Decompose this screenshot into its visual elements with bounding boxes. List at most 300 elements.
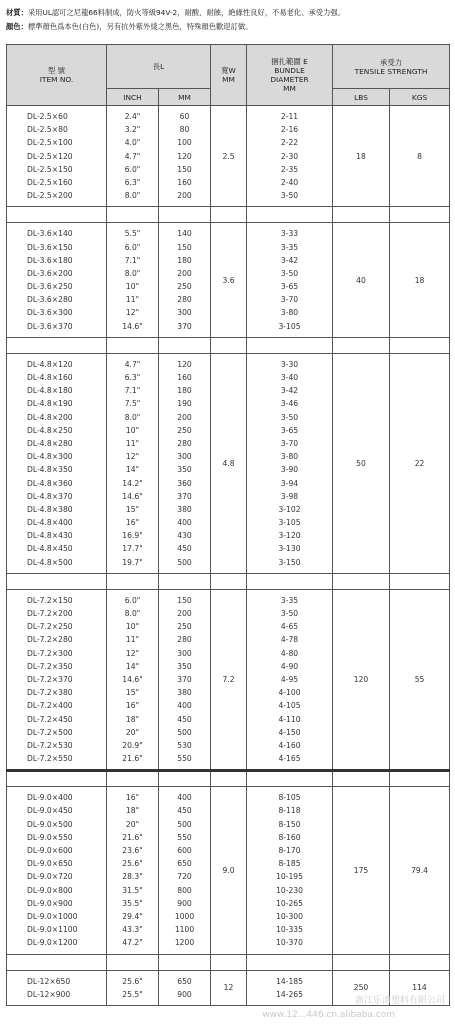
length-mm-value: 100 (177, 138, 192, 148)
length-inch-value: 6.3" (124, 373, 141, 382)
bundle-diameter-value: 2-30 (280, 151, 299, 161)
width-value: 12 (211, 970, 247, 1005)
item-no-value: DL-9.0×600 (27, 846, 73, 855)
header-bundle-en2: DIAMETER (270, 75, 309, 84)
length-mm-value: 600 (177, 846, 192, 855)
item-no-value: DL-2.5×150 (27, 164, 73, 174)
header-item-no (7, 45, 107, 106)
length-inch-value: 14.6" (122, 321, 143, 331)
length-inch-value: 10" (125, 622, 140, 632)
color-key: 顔色： (6, 22, 28, 31)
length-mm-value: 530 (177, 740, 192, 750)
bundle-diameter-value: 3-50 (280, 191, 299, 201)
item-no-value: DL-12×650 (27, 976, 71, 986)
length-inch-value: 7.5" (124, 399, 141, 409)
item-no-value: DL-4.8×350 (27, 465, 73, 475)
header-tensile-zh: 承受力 (379, 57, 403, 67)
length-mm-value: 370 (177, 321, 192, 331)
bundle-diameter-value: 3-80 (280, 452, 299, 462)
length-mm-value: 60 (179, 112, 190, 121)
item-no-value: DL-4.8×360 (27, 478, 73, 488)
length-mm-value: 120 (177, 359, 192, 369)
item-no-value: DL-4.8×300 (27, 452, 73, 462)
separator-cell (159, 337, 211, 353)
bundle-diameter-value: 10-335 (276, 925, 303, 935)
header-item-en: ITEM NO. (39, 75, 74, 84)
bundle-diameter-value: 3-46 (280, 399, 299, 409)
bundle-diameter-value: 3-102 (278, 504, 301, 514)
separator-cell (390, 573, 450, 589)
separator-cell (107, 573, 159, 589)
length-inch-value: 6.0" (124, 164, 141, 174)
tensile-kgs: 22 (390, 353, 450, 573)
item-no-cell (7, 223, 107, 338)
bundle-diameter-cell (247, 106, 333, 207)
length-inch-value: 20" (125, 819, 140, 829)
length-inch-value: 20.9" (122, 740, 143, 750)
length-inch-value: 11" (125, 295, 140, 305)
length-mm-value: 200 (177, 412, 192, 422)
tensile-lbs: 120 (333, 589, 390, 770)
item-no-value: DL-4.8×160 (27, 373, 73, 382)
length-inch-value: 47.2" (122, 938, 143, 948)
item-no-value: DL-3.6×150 (27, 242, 73, 252)
length-mm-value: 300 (177, 308, 192, 318)
length-mm-value: 500 (177, 557, 192, 567)
separator-cell (390, 337, 450, 353)
bundle-diameter-value: 8-105 (278, 793, 301, 803)
length-inch-cell (107, 970, 159, 1005)
bundle-diameter-value: 3-120 (278, 531, 301, 541)
bundle-diameter-value: 2-11 (280, 112, 299, 121)
item-no-value: DL-7.2×450 (27, 714, 73, 724)
separator-cell (247, 771, 333, 787)
length-mm-value: 200 (177, 609, 192, 618)
bundle-diameter-value: 10-370 (276, 938, 303, 948)
tensile-lbs: 40 (333, 223, 390, 338)
item-no-value: DL-9.0×800 (27, 885, 73, 895)
length-inch-value: 5.5" (124, 229, 141, 239)
item-no-value: DL-7.2×370 (27, 674, 73, 684)
length-mm-cell (159, 106, 211, 207)
length-inch-value: 8.0" (124, 412, 141, 422)
length-inch-value: 21.6" (122, 754, 143, 764)
length-mm-value: 370 (177, 674, 192, 684)
separator-cell (211, 337, 247, 353)
tensile-kgs: 114 (390, 970, 450, 1005)
length-mm-value: 1100 (174, 925, 195, 935)
tensile-kgs: 8 (390, 106, 450, 207)
header-width-unit: MM (222, 75, 235, 84)
bundle-diameter-value: 2-40 (280, 177, 299, 187)
length-inch-value: 7.1" (124, 255, 141, 265)
length-inch-value: 16" (125, 793, 140, 803)
watermark-company: 浙江乐清塑料有限公司 (354, 996, 445, 1006)
length-mm-cell (159, 787, 211, 954)
item-no-list (27, 590, 106, 769)
separator-row (7, 573, 450, 589)
length-inch-value: 4.7" (124, 359, 141, 369)
item-no-cell (7, 970, 107, 1005)
bundle-diameter-list (247, 971, 332, 1005)
item-no-value: DL-2.5×60 (27, 112, 68, 121)
length-inch-value: 25.5" (122, 989, 143, 999)
separator-cell (211, 207, 247, 223)
bundle-diameter-value: 8-160 (278, 832, 301, 842)
length-mm-cell (159, 353, 211, 573)
length-mm-value: 140 (177, 229, 192, 239)
bundle-diameter-value: 3-42 (280, 386, 299, 396)
bundle-diameter-cell (247, 223, 333, 338)
bundle-diameter-value: 3-50 (280, 609, 299, 618)
length-inch-value: 16" (125, 701, 140, 711)
bundle-diameter-value: 3-40 (280, 373, 299, 382)
spec-notes (0, 0, 455, 34)
length-mm-value: 250 (177, 425, 192, 435)
item-no-value: DL-4.8×380 (27, 504, 73, 514)
product-group (7, 353, 450, 573)
length-inch-list (107, 787, 158, 953)
item-no-value: DL-4.8×400 (27, 518, 73, 528)
length-mm-value: 900 (177, 989, 192, 999)
bundle-diameter-value: 2-16 (280, 125, 299, 135)
header-kgs: KGS (390, 89, 450, 106)
group-separator (7, 573, 450, 589)
length-mm-value: 1000 (174, 911, 195, 921)
bundle-diameter-value: 10-195 (276, 872, 303, 882)
bundle-diameter-value: 3-150 (278, 557, 301, 567)
length-mm-value: 350 (177, 465, 192, 475)
length-inch-value: 8.0" (124, 609, 141, 618)
bundle-diameter-list (247, 787, 332, 953)
separator-cell (107, 207, 159, 223)
separator-row (7, 771, 450, 787)
length-mm-value: 400 (177, 701, 192, 711)
width-value: 4.8 (211, 353, 247, 573)
header-item-zh: 型 號 (47, 66, 66, 75)
tensile-lbs: 250 (333, 970, 390, 1005)
item-no-value: DL-4.8×190 (27, 399, 73, 409)
table-row (7, 787, 450, 954)
separator-cell (159, 207, 211, 223)
bundle-diameter-value: 3-70 (280, 438, 299, 448)
length-mm-value: 500 (177, 819, 192, 829)
item-no-value: DL-3.6×370 (27, 321, 73, 331)
length-mm-value: 650 (177, 859, 192, 869)
length-mm-list (159, 787, 210, 953)
length-inch-value: 14.2" (122, 478, 143, 488)
item-no-value: DL-7.2×200 (27, 609, 73, 618)
tensile-kgs: 79.4 (390, 787, 450, 954)
header-bundle-en1: BUNDLE (274, 66, 305, 75)
length-mm-value: 150 (177, 595, 192, 605)
bundle-diameter-value: 4-95 (280, 674, 299, 684)
item-no-list (27, 106, 106, 206)
material-text: 采用UL認可之尼龍66料制成，防火等級94V-2，耐酸、耐蝕，絶緣性良好，不易老化、承受力强。 (27, 8, 345, 17)
length-mm-value: 380 (177, 504, 192, 514)
separator-row (7, 954, 450, 970)
bundle-diameter-value: 4-90 (280, 661, 299, 671)
item-no-cell (7, 589, 107, 770)
watermark-url: www.12...446.cn.alibaba.com (262, 1010, 395, 1020)
length-inch-value: 16" (125, 518, 140, 528)
bundle-diameter-value: 4-105 (278, 701, 301, 711)
length-mm-value: 190 (177, 399, 192, 409)
length-mm-value: 720 (177, 872, 192, 882)
length-inch-list (107, 590, 158, 769)
bundle-diameter-value: 4-78 (280, 635, 299, 645)
length-inch-value: 14" (125, 465, 140, 475)
separator-cell (333, 207, 390, 223)
length-mm-value: 800 (177, 885, 192, 895)
bundle-diameter-value: 2-22 (280, 138, 299, 148)
item-no-value: DL-7.2×250 (27, 622, 73, 632)
length-mm-value: 450 (177, 714, 192, 724)
length-inch-value: 31.5" (122, 885, 143, 895)
length-inch-value: 12" (125, 308, 140, 318)
length-inch-value: 14" (125, 661, 140, 671)
length-inch-value: 16.9" (122, 531, 143, 541)
item-no-list (27, 787, 106, 953)
length-inch-value: 14.6" (122, 674, 143, 684)
length-mm-value: 400 (177, 518, 192, 528)
tensile-lbs: 18 (333, 106, 390, 207)
group-separator (7, 771, 450, 787)
length-mm-value: 370 (177, 491, 192, 501)
product-group (7, 970, 450, 1005)
length-mm-value: 450 (177, 544, 192, 554)
bundle-diameter-value: 3-35 (280, 242, 299, 252)
separator-cell (159, 771, 211, 787)
length-mm-value: 450 (177, 806, 192, 816)
length-mm-value: 550 (177, 754, 192, 764)
separator-cell (247, 207, 333, 223)
bundle-diameter-value: 3-90 (280, 465, 299, 475)
item-no-value: DL-9.0×1200 (27, 938, 78, 948)
item-no-value: DL-2.5×200 (27, 191, 73, 201)
separator-cell (333, 954, 390, 970)
separator-cell (247, 954, 333, 970)
tensile-kgs: 55 (390, 589, 450, 770)
length-mm-value: 430 (177, 531, 192, 541)
bundle-diameter-value: 4-150 (278, 727, 301, 737)
item-no-value: DL-9.0×650 (27, 859, 73, 869)
item-no-cell (7, 106, 107, 207)
length-mm-value: 550 (177, 832, 192, 842)
length-inch-value: 3.2" (124, 125, 141, 135)
bundle-diameter-value: 4-110 (278, 714, 301, 724)
bundle-diameter-cell (247, 787, 333, 954)
length-inch-value: 10" (125, 282, 140, 292)
length-inch-value: 19.7" (122, 557, 143, 567)
separator-cell (107, 337, 159, 353)
product-group (7, 106, 450, 207)
item-no-value: DL-9.0×1000 (27, 911, 78, 921)
bundle-diameter-value: 4-100 (278, 688, 301, 698)
length-inch-cell (107, 589, 159, 770)
material-note (6, 6, 449, 20)
length-mm-list (159, 106, 210, 206)
item-no-value: DL-9.0×400 (27, 793, 73, 803)
length-inch-value: 15" (125, 688, 140, 698)
length-inch-value: 35.5" (122, 898, 143, 908)
tensile-kgs: 18 (390, 223, 450, 338)
item-no-value: DL-7.2×550 (27, 754, 73, 764)
length-mm-value: 160 (177, 177, 192, 187)
item-no-value: DL-4.8×180 (27, 386, 73, 396)
length-mm-value: 200 (177, 268, 192, 278)
length-mm-value: 1200 (174, 938, 195, 948)
separator-cell (107, 954, 159, 970)
separator-cell (333, 771, 390, 787)
bundle-diameter-value: 3-35 (280, 595, 299, 605)
header-tensile (333, 45, 450, 89)
length-mm-value: 120 (177, 151, 192, 161)
length-inch-value: 23.6" (122, 846, 143, 855)
length-mm-value: 180 (177, 255, 192, 265)
item-no-value: DL-3.6×280 (27, 295, 73, 305)
header-lbs: LBS (333, 89, 390, 106)
length-mm-cell (159, 223, 211, 338)
bundle-diameter-value: 3-50 (280, 268, 299, 278)
length-mm-value: 300 (177, 452, 192, 462)
length-mm-value: 200 (177, 191, 192, 201)
bundle-diameter-cell (247, 970, 333, 1005)
separator-cell (390, 771, 450, 787)
material-key: 材質： (6, 8, 28, 17)
bundle-diameter-value: 3-94 (280, 478, 299, 488)
length-inch-value: 10" (125, 425, 140, 435)
bundle-diameter-value: 3-98 (280, 491, 299, 501)
length-inch-value: 15" (125, 504, 140, 514)
separator-cell (211, 954, 247, 970)
length-mm-cell (159, 589, 211, 770)
item-no-value: DL-4.8×500 (27, 557, 73, 567)
item-no-value: DL-4.8×430 (27, 531, 73, 541)
length-inch-value: 11" (125, 438, 140, 448)
item-no-value: DL-7.2×300 (27, 648, 73, 658)
length-inch-value: 2.4" (124, 112, 141, 121)
bundle-diameter-value: 8-170 (278, 846, 301, 855)
group-separator (7, 954, 450, 970)
length-inch-list (107, 354, 158, 573)
item-no-value: DL-2.5×160 (27, 177, 73, 187)
length-inch-value: 43.3" (122, 925, 143, 935)
length-mm-value: 380 (177, 688, 192, 698)
length-inch-list (107, 971, 158, 1005)
separator-cell (159, 954, 211, 970)
bundle-diameter-cell (247, 589, 333, 770)
length-mm-value: 80 (179, 125, 190, 135)
bundle-diameter-value: 4-65 (280, 622, 299, 632)
bundle-diameter-value: 4-80 (280, 648, 299, 658)
length-inch-cell (107, 353, 159, 573)
separator-cell (390, 207, 450, 223)
length-inch-value: 25.6" (122, 859, 143, 869)
length-inch-value: 17.7" (122, 544, 143, 554)
length-mm-value: 650 (177, 976, 192, 986)
separator-row (7, 337, 450, 353)
length-inch-value: 8.0" (124, 268, 141, 278)
length-mm-value: 900 (177, 898, 192, 908)
length-mm-cell (159, 970, 211, 1005)
bundle-diameter-value: 3-130 (278, 544, 301, 554)
bundle-diameter-value: 4-165 (278, 754, 301, 764)
header-bundle-unit: MM (283, 84, 296, 93)
item-no-value: DL-9.0×720 (27, 872, 73, 882)
length-inch-value: 20" (125, 727, 140, 737)
length-mm-value: 280 (177, 438, 192, 448)
length-mm-value: 250 (177, 282, 192, 292)
bundle-diameter-value: 3-80 (280, 308, 299, 318)
bundle-diameter-list (247, 590, 332, 769)
header-width (211, 45, 247, 106)
length-mm-value: 360 (177, 478, 192, 488)
item-no-value: DL-2.5×100 (27, 138, 73, 148)
item-no-value: DL-7.2×280 (27, 635, 73, 645)
length-mm-list (159, 223, 210, 337)
item-no-value: DL-7.2×400 (27, 701, 73, 711)
item-no-value: DL-9.0×500 (27, 819, 73, 829)
item-no-value: DL-4.8×450 (27, 544, 73, 554)
color-note (6, 20, 449, 34)
separator-cell (107, 771, 159, 787)
bundle-diameter-value: 3-50 (280, 412, 299, 422)
bundle-diameter-value: 8-185 (278, 859, 301, 869)
length-mm-value: 150 (177, 164, 192, 174)
bundle-diameter-value: 8-118 (278, 806, 301, 816)
bundle-diameter-value: 10-230 (276, 885, 303, 895)
item-no-value: DL-7.2×500 (27, 727, 73, 737)
item-no-value: DL-4.8×250 (27, 425, 73, 435)
bundle-diameter-value: 14-185 (276, 976, 303, 986)
bundle-diameter-list (247, 354, 332, 573)
width-value: 9.0 (211, 787, 247, 954)
length-inch-value: 6.0" (124, 595, 141, 605)
item-no-value: DL-9.0×450 (27, 806, 73, 816)
length-inch-value: 28.3" (122, 872, 143, 882)
bundle-diameter-value: 3-105 (278, 518, 301, 528)
length-inch-list (107, 223, 158, 337)
header-width-zh: 寬W (221, 66, 236, 75)
item-no-value: DL-7.2×530 (27, 740, 73, 750)
table-row (7, 970, 450, 1005)
length-mm-value: 350 (177, 661, 192, 671)
separator-row (7, 207, 450, 223)
header-bundle-zh: 捆扎範圍 E (271, 57, 308, 66)
separator-cell (247, 573, 333, 589)
length-inch-value: 7.1" (124, 386, 141, 396)
length-inch-cell (107, 787, 159, 954)
separator-cell (7, 207, 107, 223)
length-inch-value: 11" (125, 635, 140, 645)
header-length: 長L (107, 45, 211, 89)
length-inch-value: 29.4" (122, 911, 143, 921)
item-no-value: DL-7.2×380 (27, 688, 73, 698)
length-inch-value: 18" (125, 806, 140, 816)
separator-cell (159, 573, 211, 589)
bundle-diameter-cell (247, 353, 333, 573)
length-mm-value: 250 (177, 622, 192, 632)
item-no-value: DL-3.6×200 (27, 268, 73, 278)
length-mm-list (159, 971, 210, 1005)
item-no-value: DL-7.2×150 (27, 595, 73, 605)
bundle-diameter-value: 10-265 (276, 898, 303, 908)
item-no-value: DL-7.2×350 (27, 661, 73, 671)
table-row (7, 589, 450, 770)
item-no-value: DL-2.5×80 (27, 125, 68, 135)
bundle-diameter-value: 3-42 (280, 255, 299, 265)
